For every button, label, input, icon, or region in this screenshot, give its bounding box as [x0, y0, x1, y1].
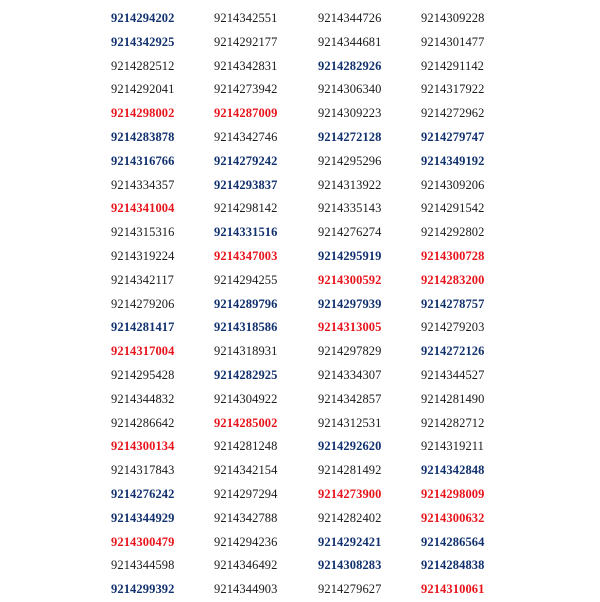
phone-number-entry: 9214312531: [318, 415, 382, 430]
phone-number-entry: 9214318586: [214, 320, 278, 335]
phone-number-entry: 9214299392: [111, 582, 175, 597]
phone-number-entry: 9214276274: [318, 225, 382, 240]
phone-number-entry: 9214318931: [214, 344, 278, 359]
phone-number-entry: 9214297294: [214, 486, 278, 501]
phone-number-entry: 9214297939: [318, 296, 382, 311]
phone-number-entry: 9214300592: [318, 272, 382, 287]
phone-number-entry: 9214306340: [318, 82, 382, 97]
phone-number-entry: 9214342925: [111, 34, 175, 49]
phone-number-entry: 9214282512: [111, 58, 175, 73]
phone-number-entry: 9214342848: [421, 463, 485, 478]
phone-number-entry: 9214279627: [318, 582, 382, 597]
phone-number-entry: 9214292802: [421, 225, 485, 240]
phone-number-entry: 9214344929: [111, 510, 175, 525]
phone-number-entry: 9214300479: [111, 534, 175, 549]
phone-number-entry: 9214308283: [318, 558, 382, 573]
phone-number-entry: 9214313005: [318, 320, 382, 335]
phone-number-entry: 9214292421: [318, 534, 382, 549]
phone-number-entry: 9214315316: [111, 225, 175, 240]
phone-number-entry: 9214286564: [421, 534, 485, 549]
phone-number-entry: 9214282926: [318, 58, 382, 73]
phone-number-entry: 9214292620: [318, 439, 382, 454]
phone-number-entry: 9214292177: [214, 34, 278, 49]
phone-number-entry: 9214291542: [421, 201, 485, 216]
phone-number-entry: 9214316766: [111, 153, 175, 168]
phone-number-entry: 9214273900: [318, 486, 382, 501]
phone-number-entry: 9214283878: [111, 129, 175, 144]
phone-number-entry: 9214349192: [421, 153, 485, 168]
phone-number-entry: 9214347003: [214, 248, 278, 263]
phone-number-entry: 9214300134: [111, 439, 175, 454]
number-column-1: [111, 7, 215, 602]
phone-number-entry: 9214281417: [111, 320, 175, 335]
phone-number-entry: 9214342788: [214, 510, 278, 525]
phone-number-entry: 9214295919: [318, 248, 382, 263]
phone-number-entry: 9214313922: [318, 177, 382, 192]
phone-number-entry: 9214309206: [421, 177, 485, 192]
phone-number-entry: 9214294202: [111, 11, 175, 25]
phone-number-entry: 9214334357: [111, 177, 175, 192]
phone-number-entry: 9214309228: [421, 11, 485, 25]
phone-number-entry: 9214317843: [111, 463, 175, 478]
phone-number-entry: 9214279242: [214, 153, 278, 168]
phone-number-entry: 9214317004: [111, 344, 175, 359]
phone-number-entry: 9214304922: [214, 391, 278, 406]
phone-number-entry: 9214272126: [421, 344, 485, 359]
phone-number-entry: 9214281490: [421, 391, 485, 406]
phone-number-entry: 9214309223: [318, 106, 382, 121]
phone-number-entry: 9214282402: [318, 510, 382, 525]
phone-number-entry: 9214286642: [111, 415, 175, 430]
phone-number-entry: 9214344681: [318, 34, 382, 49]
phone-number-entry: 9214342117: [111, 272, 175, 287]
phone-number-entry: 9214300632: [421, 510, 485, 525]
phone-number-entry: 9214279206: [111, 296, 175, 311]
phone-number-entry: 9214344903: [214, 582, 278, 597]
number-column-2: [214, 7, 318, 602]
phone-number-entry: 9214301477: [421, 34, 485, 49]
phone-number-entry: 9214281492: [318, 463, 382, 478]
number-column-4: [421, 7, 525, 602]
phone-number-entry: 9214278757: [421, 296, 485, 311]
phone-number-entry: 9214273942: [214, 82, 278, 97]
phone-number-entry: 9214283200: [421, 272, 485, 287]
phone-number-entry: 9214279747: [421, 129, 485, 144]
phone-number-entry: 9214295296: [318, 153, 382, 168]
phone-number-entry: 9214342831: [214, 58, 278, 73]
phone-number-entry: 9214317922: [421, 82, 485, 97]
phone-number-entry: 9214287009: [214, 106, 278, 121]
phone-number-entry: 9214298002: [111, 106, 175, 121]
phone-number-entry: 9214344726: [318, 11, 382, 25]
phone-number-entry: 9214300728: [421, 248, 485, 263]
phone-number-entry: 9214291142: [421, 58, 485, 73]
phone-number-entry: 9214310061: [421, 582, 485, 597]
phone-number-entry: 9214335143: [318, 201, 382, 216]
phone-number-entry: 9214292041: [111, 82, 175, 97]
phone-number-entry: 9214342857: [318, 391, 382, 406]
number-column-3: [318, 7, 422, 602]
phone-number-entry: 9214298009: [421, 486, 485, 501]
phone-number-entry: 9214297829: [318, 344, 382, 359]
phone-number-entry: 9214295428: [111, 367, 175, 382]
phone-number-entry: 9214294236: [214, 534, 278, 549]
phone-number-entry: 9214342551: [214, 11, 278, 25]
phone-number-entry: 9214342746: [214, 129, 278, 144]
phone-number-entry: 9214282712: [421, 415, 485, 430]
phone-number-entry: 9214289796: [214, 296, 278, 311]
phone-number-entry: 9214344598: [111, 558, 175, 573]
phone-number-entry: 9214294255: [214, 272, 278, 287]
phone-number-entry: 9214331516: [214, 225, 278, 240]
phone-number-entry: 9214272962: [421, 106, 485, 121]
phone-number-entry: 9214319211: [421, 439, 485, 454]
phone-number-entry: 9214342154: [214, 463, 278, 478]
phone-number-entry: 9214284838: [421, 558, 485, 573]
phone-number-entry: 9214272128: [318, 129, 382, 144]
phone-number-entry: 9214276242: [111, 486, 175, 501]
phone-number-entry: 9214282925: [214, 367, 278, 382]
phone-number-entry: 9214344527: [421, 367, 485, 382]
phone-number-entry: 9214334307: [318, 367, 382, 382]
phone-number-entry: 9214298142: [214, 201, 278, 216]
phone-number-entry: 9214281248: [214, 439, 278, 454]
phone-number-entry: 9214285002: [214, 415, 278, 430]
phone-number-entry: 9214279203: [421, 320, 485, 335]
phone-number-entry: 9214344832: [111, 391, 175, 406]
phone-number-entry: 9214319224: [111, 248, 175, 263]
phone-number-entry: 9214341004: [111, 201, 175, 216]
phone-number-entry: 9214346492: [214, 558, 278, 573]
phone-number-entry: 9214293837: [214, 177, 278, 192]
